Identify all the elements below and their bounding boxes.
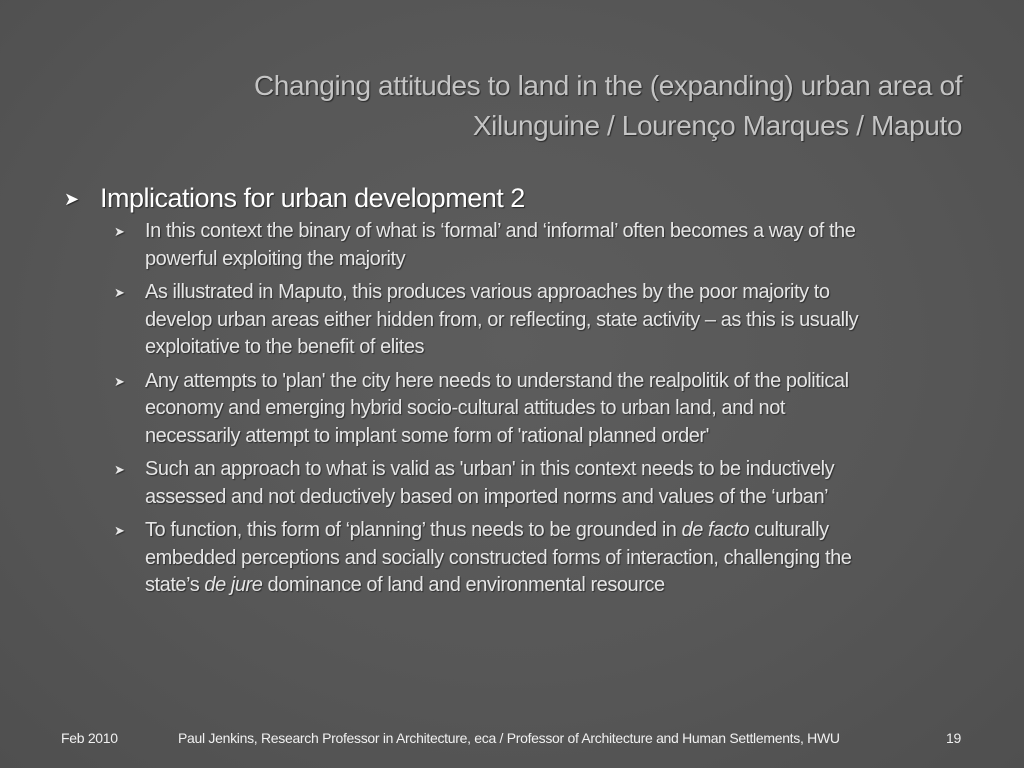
italic-term-de-facto: de facto bbox=[681, 519, 750, 541]
arrow-bullet-icon: ➤ bbox=[114, 373, 125, 389]
slide-title-line-1: Changing attitudes to land in the (expanding) urban area of bbox=[253, 70, 962, 101]
bullet-text-line: Any attempts to 'plan' the city here needs to understand the realpolitik of the political bbox=[145, 369, 849, 392]
text-run: culturally bbox=[749, 519, 829, 541]
bullet-text-line: assessed and not deductively based on imported norms and values of the ‘urban’ bbox=[145, 485, 829, 508]
slide-number: 19 bbox=[946, 730, 961, 746]
bullet-text-line bbox=[145, 517, 962, 545]
text-run: To function, this form of ‘planning’ thus needs to be grounded in bbox=[145, 519, 682, 541]
italic-term-de-jure: de jure bbox=[204, 574, 263, 596]
sub-bullet-item bbox=[114, 218, 962, 273]
bullet-text-line: Such an approach to what is valid as 'urban' in this context needs to be inductively bbox=[145, 458, 835, 480]
bullet-text-line: exploitative to the benefit of elites bbox=[145, 336, 425, 358]
arrow-bullet-icon: ➤ bbox=[114, 285, 125, 300]
sub-bullet-item bbox=[114, 279, 962, 362]
arrow-bullet-icon: ➤ bbox=[114, 462, 125, 477]
arrow-bullet-icon: ➤ bbox=[114, 224, 125, 239]
sub-bullet-list bbox=[62, 218, 962, 600]
slide-title bbox=[142, 66, 962, 146]
text-run: dominance of land and environmental resource bbox=[262, 574, 665, 596]
arrow-bullet-icon: ➤ bbox=[114, 523, 125, 538]
slide-body bbox=[62, 180, 962, 606]
main-bullet-text: Implications for urban development 2 bbox=[100, 183, 525, 213]
main-bullet-point bbox=[62, 180, 962, 216]
bullet-text-line: embedded perceptions and socially constructed forms of interaction, challenging the bbox=[145, 546, 852, 569]
bullet-text-line: develop urban areas either hidden from, or reflecting, state activity – as this is usually bbox=[145, 308, 859, 331]
text-run: state’s bbox=[145, 574, 205, 596]
sub-bullet-item bbox=[114, 368, 962, 451]
sub-bullet-item bbox=[114, 456, 962, 511]
footer-author: Paul Jenkins, Research Professor in Architecture, eca / Professor of Architecture and Human Settlements, HWU bbox=[178, 730, 840, 746]
arrow-bullet-icon: ➤ bbox=[64, 189, 79, 209]
slide-title-line-2: Xilunguine / Lourenço Marques / Maputo bbox=[472, 110, 962, 141]
bullet-text-line: economy and emerging hybrid socio-cultural attitudes to urban land, and not bbox=[145, 397, 785, 419]
bullet-text-line: powerful exploiting the majority bbox=[145, 247, 406, 270]
bullet-text-line: In this context the binary of what is ‘formal’ and ‘informal’ often becomes a way of the bbox=[145, 220, 856, 242]
bullet-text-line bbox=[145, 572, 962, 600]
footer-date: Feb 2010 bbox=[61, 730, 118, 746]
bullet-text-line: necessarily attempt to implant some form of 'rational planned order' bbox=[145, 424, 709, 447]
sub-bullet-item bbox=[114, 517, 962, 600]
bullet-text-line: As illustrated in Maputo, this produces various approaches by the poor majority to bbox=[145, 281, 830, 303]
